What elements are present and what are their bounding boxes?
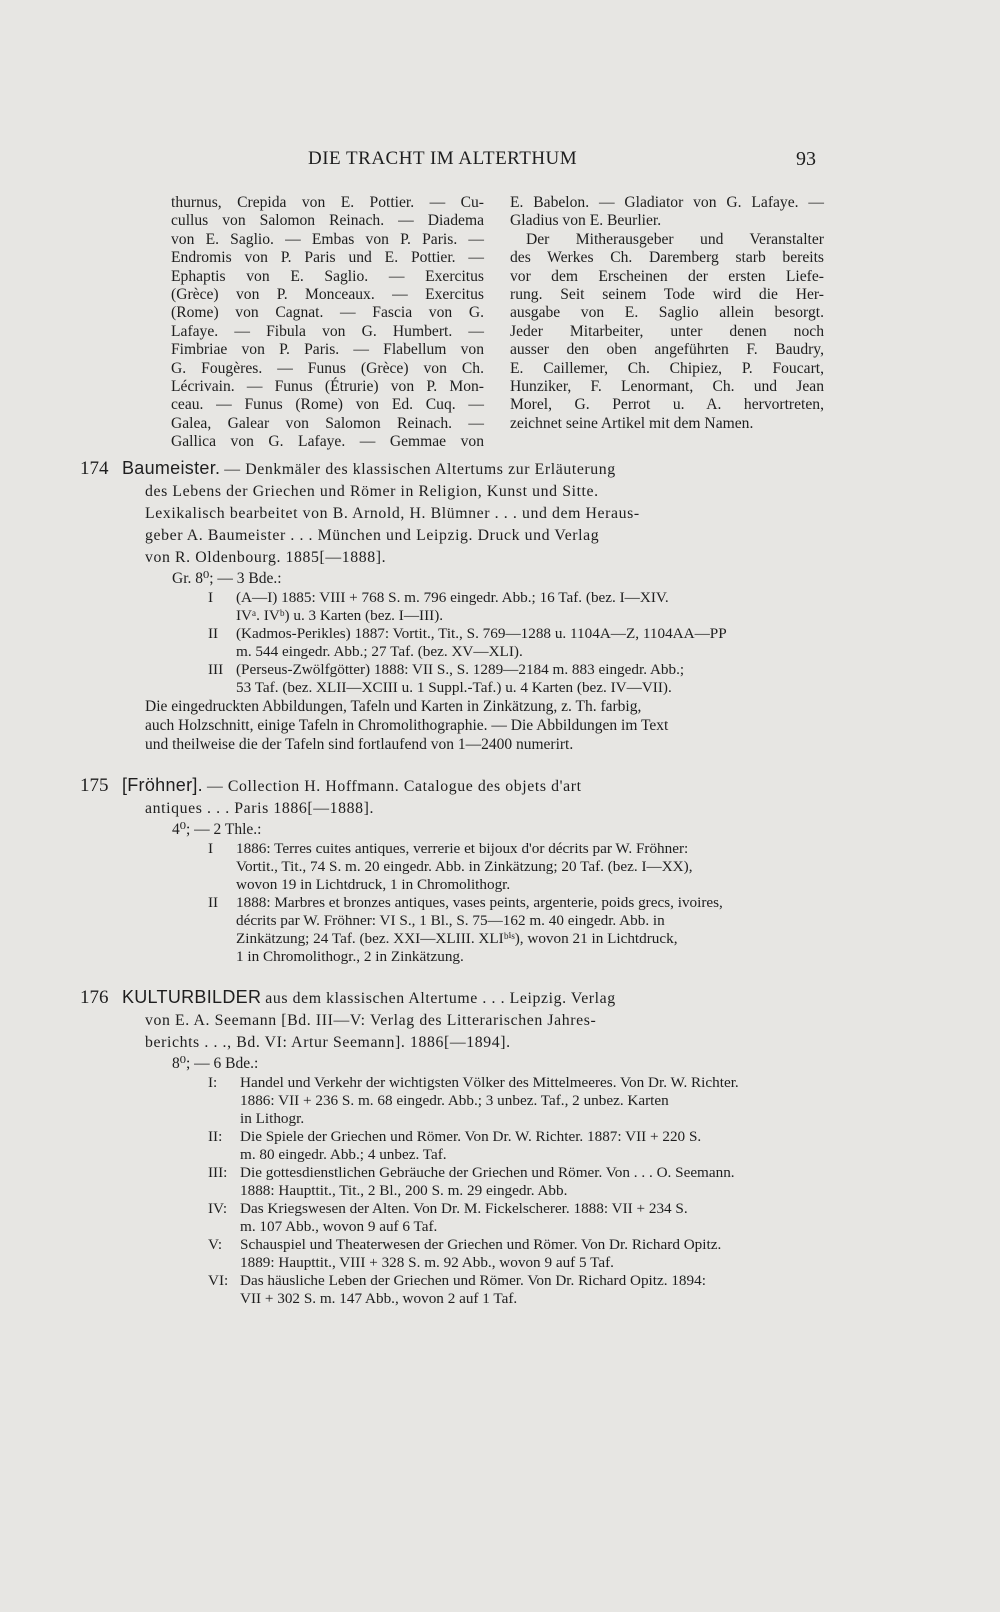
entry-note-line: auch Holzschnitt, einige Tafeln in Chromolithographie. — Die Abbildungen im Text	[145, 717, 669, 734]
volume-line: 1888: Marbres et bronzes antiques, vases peints, argenterie, poids grecs, ivoires,	[236, 894, 723, 911]
volume-item	[80, 1164, 830, 1200]
text-line: vor dem Erscheinen der ersten Liefe-	[510, 267, 824, 285]
entry-title-line: antiques . . . Paris 1886[—1888].	[145, 800, 375, 817]
volume-line: wovon 19 in Lichtdruck, 1 in Chromolithogr.	[236, 876, 511, 893]
volume-number: V:	[208, 1236, 223, 1253]
running-title: DIE TRACHT IM ALTERTHUM	[308, 148, 578, 169]
text-line: E. Babelon. — Gladiator von G. Lafaye. —	[510, 194, 824, 211]
text-line: Ephaptis von E. Saglio. — Exercitus	[171, 267, 484, 285]
volume-item	[80, 625, 830, 661]
volume-line: Das häusliche Leben der Griechen und Römer. Von Dr. Richard Opitz. 1894:	[240, 1272, 706, 1289]
volume-line: 1 in Chromolithogr., 2 in Zinkätzung.	[236, 948, 464, 965]
volume-item	[80, 1128, 830, 1164]
entry-title-line: Lexikalisch bearbeitet von B. Arnold, H. Blümner . . . und dem Heraus-	[145, 505, 640, 522]
entry-heading	[80, 986, 830, 1010]
volume-number: I:	[208, 1074, 218, 1091]
volume-line: décrits par W. Fröhner: VI S., 1 Bl., S. 75—162 m. 40 eingedr. Abb. in	[236, 912, 665, 929]
volume-item	[80, 1272, 830, 1308]
text-line: Gladius von E. Beurlier.	[510, 212, 662, 230]
volume-line: 1886: Terres cuites antiques, verrerie et bijoux d'or décrits par W. Fröhner:	[236, 840, 689, 857]
volume-line: 1888: Haupttit., Tit., 2 Bl., 200 S. m. 29 eingedr. Abb.	[240, 1182, 568, 1199]
volume-line: Das Kriegswesen der Alten. Von Dr. M. Fickelscherer. 1888: VII + 234 S.	[240, 1200, 688, 1217]
entry-title-line: von R. Oldenbourg. 1885[—1888].	[145, 549, 387, 566]
text-line: Jeder Mitarbeiter, unter denen noch	[510, 322, 824, 340]
volume-item	[80, 1074, 830, 1128]
text-line: zeichnet seine Artikel mit dem Namen.	[510, 414, 754, 432]
volume-item	[80, 1200, 830, 1236]
entry-title-line: des Lebens der Griechen und Römer in Religion, Kunst und Sitte.	[145, 483, 599, 500]
volume-line: VII + 302 S. m. 147 Abb., wovon 2 auf 1 Taf.	[240, 1290, 518, 1307]
text-line: Fimbriae von P. Paris. — Flabellum von	[171, 341, 484, 359]
volume-line: (Perseus-Zwölfgötter) 1888: VII S., S. 1289—2184 m. 883 eingedr. Abb.;	[236, 661, 685, 678]
entry-name: [Fröhner].	[121, 775, 203, 795]
volume-item	[80, 1236, 830, 1272]
volume-line: m. 80 eingedr. Abb.; 4 unbez. Taf.	[240, 1146, 447, 1163]
volume-line: 1886: VII + 236 S. m. 68 eingedr. Abb.; 3 unbez. Taf., 2 unbez. Karten	[240, 1092, 669, 1109]
entry-title-line: — Collection H. Hoffmann. Catalogue des objets d'art	[206, 778, 582, 795]
volume-line: Handel und Verkehr der wichtigsten Völker des Mittelmeeres. Von Dr. W. Richter.	[240, 1074, 739, 1091]
entry-note-line: und theilweise die der Tafeln sind fortlaufend von 1—2400 numerirt.	[145, 736, 574, 753]
volume-line: (A—I) 1885: VIII + 768 S. m. 796 eingedr. Abb.; 16 Taf. (bez. I—XIV.	[236, 589, 669, 606]
volume-item	[80, 894, 830, 966]
volume-line: m. 107 Abb., wovon 9 auf 6 Taf.	[240, 1218, 438, 1235]
volume-line: Vortit., Tit., 74 S. m. 20 eingedr. Abb. in Zinkätzung; 20 Taf. (bez. I—XX),	[236, 858, 693, 875]
volume-number: VI:	[208, 1272, 229, 1289]
volume-line: m. 544 eingedr. Abb.; 27 Taf. (bez. XV—XLI).	[236, 643, 523, 660]
text-line: ausser den oben angeführten F. Baudry,	[510, 341, 824, 359]
text-line: (Grèce) von P. Monceaux. — Exercitus	[171, 286, 484, 304]
volume-number: II	[208, 894, 219, 911]
left-column	[171, 194, 484, 452]
entry-title-line: von E. A. Seemann [Bd. III—V: Verlag des Litterarischen Jahres-	[145, 1012, 597, 1029]
text-line: rung. Seit seinem Tode wird die Her-	[510, 286, 824, 304]
text-line: E. Caillemer, Ch. Chipiez, P. Foucart,	[510, 359, 824, 377]
volume-number: IV:	[208, 1200, 228, 1217]
page-number: 93	[796, 148, 816, 170]
volume-number: II:	[208, 1128, 223, 1145]
text-line: Lafaye. — Fibula von G. Humbert. —	[171, 322, 484, 340]
text-line: Der Mitherausgeber und Veranstalter	[526, 230, 824, 248]
volume-item	[80, 840, 830, 894]
entry-number: 174	[80, 458, 109, 479]
text-line: G. Fougères. — Funus (Grèce) von Ch.	[171, 359, 484, 377]
volume-line: Zinkätzung; 24 Taf. (bez. XXI—XLIII. XLIᵇⁱˢ), wovon 21 in Lichtdruck,	[236, 930, 678, 947]
volume-line: Die Spiele der Griechen und Römer. Von Dr. W. Richter. 1887: VII + 220 S.	[240, 1128, 702, 1145]
text-line: Lécrivain. — Funus (Étrurie) von P. Mon-	[171, 378, 484, 396]
text-line: Hunziker, F. Lenormant, Ch. und Jean	[510, 378, 824, 396]
volume-item	[80, 661, 830, 697]
text-line: ausgabe von E. Saglio allein besorgt.	[510, 304, 824, 322]
volume-line: Die gottesdienstlichen Gebräuche der Griechen und Römer. Von . . . O. Seemann.	[240, 1164, 735, 1181]
entry-title-line: berichts . . ., Bd. VI: Artur Seemann]. 1886[—1894].	[145, 1034, 511, 1051]
right-column	[510, 194, 824, 433]
volume-line: (Kadmos-Perikles) 1887: Vortit., Tit., S. 769—1288 u. 1104A—Z, 1104AA—PP	[236, 625, 727, 642]
volume-line: in Lithogr.	[240, 1110, 305, 1127]
text-line: des Werkes Ch. Daremberg starb bereits	[510, 249, 824, 267]
volume-number: III:	[208, 1164, 228, 1181]
volume-number: I	[208, 840, 214, 857]
entry-number: 175	[80, 775, 109, 796]
entry-name: Baumeister.	[121, 458, 221, 478]
catalogue-entry-176	[80, 986, 830, 1308]
entry-number: 176	[80, 987, 109, 1008]
text-line: ceau. — Funus (Rome) von Ed. Cuq. —	[171, 396, 484, 414]
catalogue-entry-174	[80, 457, 830, 754]
volume-line: 53 Taf. (bez. XLII—XCIII u. 1 Suppl.-Taf.) u. 4 Karten (bez. IV—VII).	[236, 679, 672, 696]
text-line: thurnus, Crepida von E. Pottier. — Cu-	[171, 194, 484, 211]
volume-line: IVᵃ. IVᵇ) u. 3 Karten (bez. I—III).	[236, 607, 444, 624]
volume-line: Schauspiel und Theaterwesen der Griechen und Römer. Von Dr. Richard Opitz.	[240, 1236, 722, 1253]
entry-title-line: aus dem klassischen Altertume . . . Leipzig. Verlag	[265, 990, 616, 1007]
text-line: cullus von Salomon Reinach. — Diadema	[171, 212, 484, 230]
entry-title-line: geber A. Baumeister . . . München und Leipzig. Druck und Verlag	[145, 527, 600, 544]
volume-number: II	[208, 625, 219, 642]
entry-name: KULTURBILDER	[121, 987, 262, 1007]
entry-note-line: Die eingedruckten Abbildungen, Tafeln und Karten in Zinkätzung, z. Th. farbig,	[145, 698, 642, 715]
entry-format: 8⁰; — 6 Bde.:	[172, 1055, 259, 1072]
entry-heading	[80, 774, 830, 798]
text-line: von E. Saglio. — Embas von P. Paris. —	[171, 230, 484, 248]
volume-number: I	[208, 589, 214, 606]
text-line: Endromis von P. Paris und E. Pottier. —	[171, 249, 484, 267]
volume-item	[80, 589, 830, 625]
text-line: Morel, G. Perrot u. A. hervortreten,	[510, 396, 824, 414]
page-header	[0, 148, 1000, 172]
text-line: (Rome) von Cagnat. — Fascia von G.	[171, 304, 484, 322]
volume-line: 1889: Haupttit., VIII + 328 S. m. 92 Abb., wovon 9 auf 5 Taf.	[240, 1254, 614, 1271]
text-line: Galea, Galear von Salomon Reinach. —	[171, 414, 484, 432]
entry-format: Gr. 8⁰; — 3 Bde.:	[172, 570, 282, 587]
entry-heading	[80, 457, 830, 481]
entry-title-line: — Denkmäler des klassischen Altertums zur Erläuterung	[224, 461, 616, 478]
entry-format: 4⁰; — 2 Thle.:	[172, 821, 262, 838]
catalogue-entry-175	[80, 774, 830, 966]
volume-number: III	[208, 661, 224, 678]
text-line: Gallica von G. Lafaye. — Gemmae von	[171, 433, 484, 451]
